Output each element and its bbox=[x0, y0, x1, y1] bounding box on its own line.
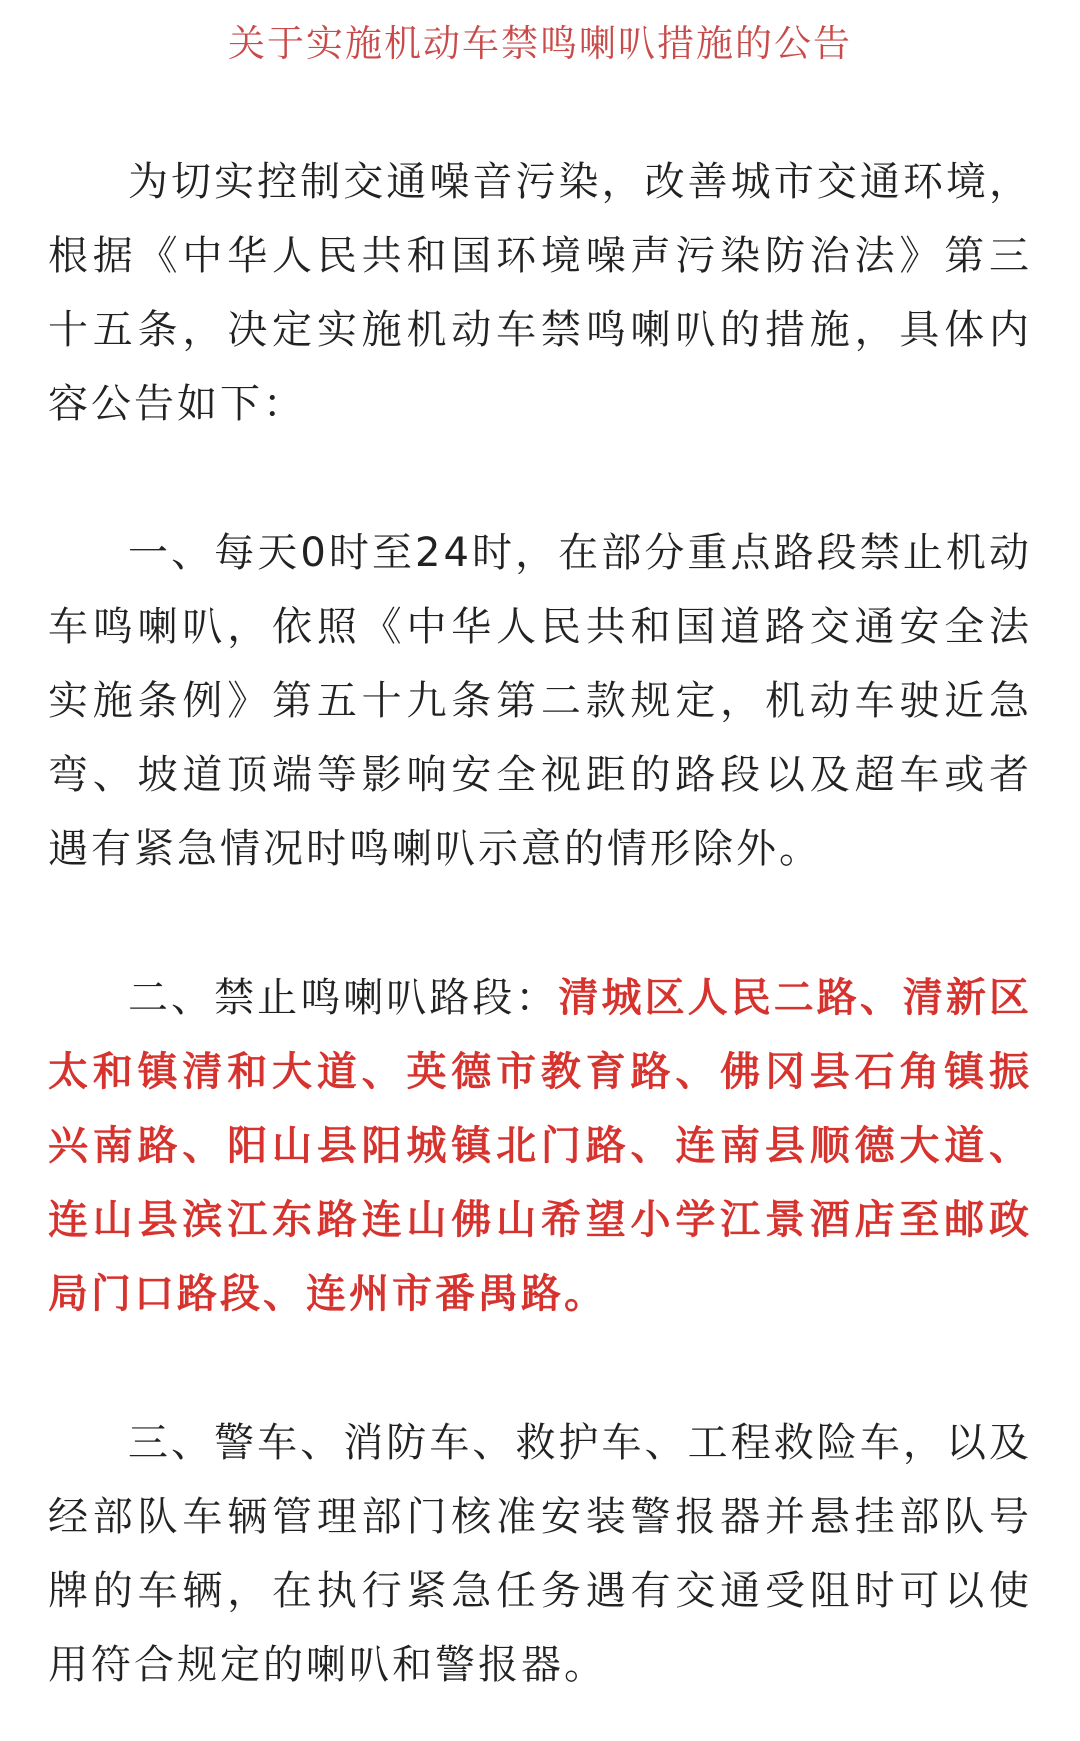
item-one-paragraph: 一、每天0时至24时，在部分重点路段禁止机动车鸣喇叭，依照《中华人民共和国道路交通安全法实施条例》第五十九条第二款规定，机动车驶近急弯、坡道顶端等影响安全视距的路段以及超车或者遇有紧急情况时鸣喇叭示意的情形除外。 bbox=[48, 530, 1032, 872]
item-two-paragraph bbox=[48, 961, 1032, 1331]
item-three-paragraph: 三、警车、消防车、救护车、工程救险车，以及经部队车辆管理部门核准安装警报器并悬挂部队号牌的车辆，在执行紧急任务遇有交通受阻时可以使用符合规定的喇叭和警报器。 bbox=[48, 1420, 1032, 1688]
notice-title: 关于实施机动车禁鸣喇叭措施的公告 bbox=[228, 22, 852, 65]
intro-paragraph: 为切实控制交通噪音污染，改善城市交通环境，根据《中华人民共和国环境噪声污染防治法》第三十五条，决定实施机动车禁鸣喇叭的措施，具体内容公告如下： bbox=[48, 159, 1032, 427]
restricted-road-list: 清城区人民二路、清新区太和镇清和大道、英德市教育路、佛冈县石角镇振兴南路、阳山县阳城镇北门路、连南县顺德大道、连山县滨江东路连山佛山希望小学江景酒店至邮政局门口路段、连州市番禺路。 bbox=[48, 975, 1032, 1317]
item-two-lead: 二、禁止鸣喇叭路段： bbox=[128, 975, 559, 1021]
